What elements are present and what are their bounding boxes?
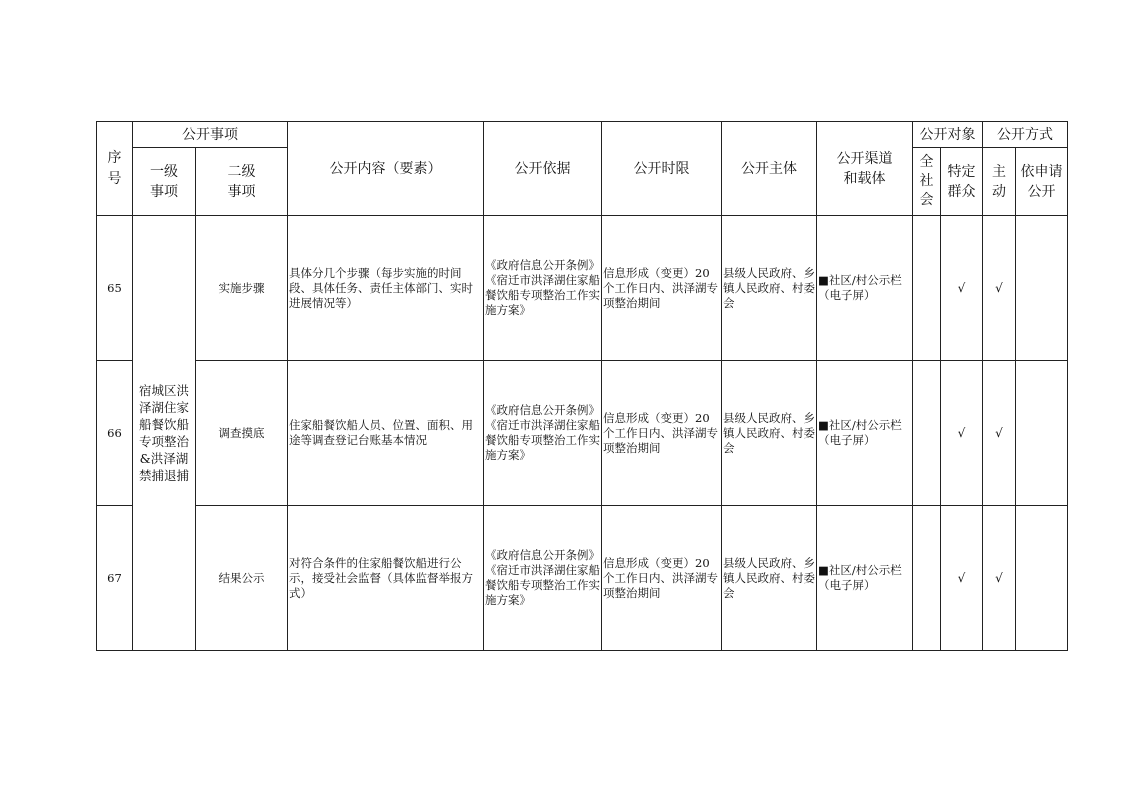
row-target-all [913,361,941,506]
row-method-active: √ [983,361,1016,506]
header-method-active: 主 动 [983,148,1016,216]
row-channel: ■社区/村公示栏（电子屏） [817,506,913,651]
header-level1: 一级 事项 [133,148,196,216]
row-content: 具体分几个步骤（每步实施的时间段、具体任务、责任主体部门、实时进展情况等） [288,216,484,361]
header-target-all: 全 社 会 [913,148,941,216]
row-method-request [1016,216,1068,361]
row-subject: 县级人民政府、乡镇人民政府、村委会 [722,361,817,506]
row-target-all [913,216,941,361]
header-items-group: 公开事项 [133,122,288,148]
row-level2: 实施步骤 [196,216,288,361]
header-target-group: 公开对象 [913,122,983,148]
header-channel: 公开渠道 和载体 [817,122,913,216]
row-subject: 县级人民政府、乡镇人民政府、村委会 [722,506,817,651]
row-time-limit: 信息形成（变更）20个工作日内、洪泽湖专项整治期间 [602,506,722,651]
header-subject: 公开主体 [722,122,817,216]
row-method-request [1016,361,1068,506]
table-row [97,216,1068,361]
header-content: 公开内容（要素） [288,122,484,216]
row-level2: 结果公示 [196,506,288,651]
header-level2: 二级 事项 [196,148,288,216]
row-target-specific: √ [941,361,983,506]
table-row [97,361,1068,506]
row-target-specific: √ [941,216,983,361]
level1-item: 宿城区洪泽湖住家船餐饮船专项整治&洪泽湖禁捕退捕 [133,216,196,651]
row-seq: 67 [97,506,133,651]
row-method-active: √ [983,506,1016,651]
row-time-limit: 信息形成（变更）20个工作日内、洪泽湖专项整治期间 [602,216,722,361]
row-method-request [1016,506,1068,651]
disclosure-table [96,121,1068,651]
header-method-request: 依申请 公开 [1016,148,1068,216]
row-content: 对符合条件的住家船餐饮船进行公示，接受社会监督（具体监督举报方式） [288,506,484,651]
row-subject: 县级人民政府、乡镇人民政府、村委会 [722,216,817,361]
row-target-all [913,506,941,651]
header-target-specific: 特定 群众 [941,148,983,216]
header-seq: 序 号 [97,122,133,216]
row-channel: ■社区/村公示栏（电子屏） [817,216,913,361]
row-basis: 《政府信息公开条例》《宿迁市洪泽湖住家船餐饮船专项整治工作实施方案》 [484,216,602,361]
row-content: 住家船餐饮船人员、位置、面积、用途等调查登记台账基本情况 [288,361,484,506]
row-method-active: √ [983,216,1016,361]
row-seq: 66 [97,361,133,506]
row-channel: ■社区/村公示栏（电子屏） [817,361,913,506]
row-level2: 调查摸底 [196,361,288,506]
header-basis: 公开依据 [484,122,602,216]
row-seq: 65 [97,216,133,361]
row-basis: 《政府信息公开条例》《宿迁市洪泽湖住家船餐饮船专项整治工作实施方案》 [484,361,602,506]
header-time-limit: 公开时限 [602,122,722,216]
row-basis: 《政府信息公开条例》《宿迁市洪泽湖住家船餐饮船专项整治工作实施方案》 [484,506,602,651]
row-time-limit: 信息形成（变更）20个工作日内、洪泽湖专项整治期间 [602,361,722,506]
table-row [97,506,1068,651]
row-target-specific: √ [941,506,983,651]
header-method-group: 公开方式 [983,122,1068,148]
